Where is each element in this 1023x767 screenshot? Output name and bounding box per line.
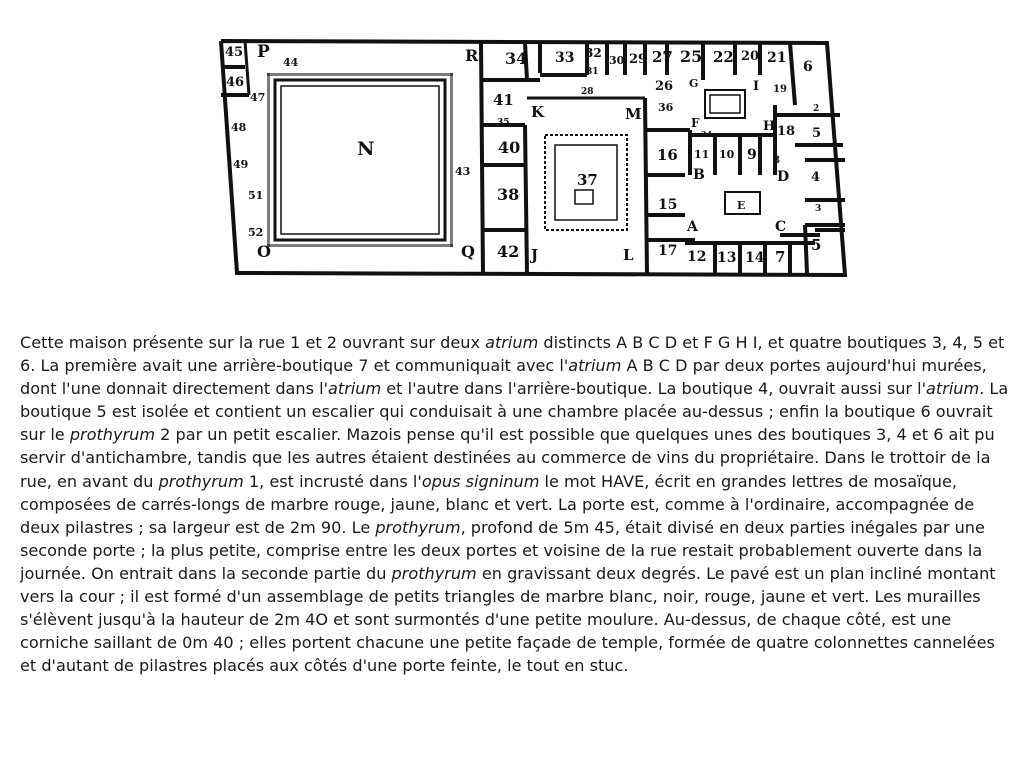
italic-term: opus signinum [421, 471, 540, 491]
plan-label: 11 [694, 148, 710, 161]
plan-label: 7 [775, 248, 786, 266]
text-run: et l'autre dans l'arrière-boutique. La boutique 4, ouvrait aussi sur l' [381, 379, 927, 399]
plan-label: 27 [652, 48, 673, 66]
plan-label: 49 [233, 158, 249, 171]
plan-label: Q [461, 242, 475, 261]
plan-label: K [531, 103, 545, 121]
plan-label: P [257, 42, 270, 62]
plan-label: 5 [812, 126, 822, 141]
plan-label: 40 [498, 138, 521, 157]
text-run: Cette maison présente sur la rue 1 et 2 ouvrant sur deux [20, 333, 486, 352]
plan-label: 52 [248, 226, 264, 239]
plan-label: I [753, 79, 760, 94]
plan-label: 41 [493, 91, 514, 109]
plan-label: H [763, 119, 776, 134]
plan-label: E [737, 199, 746, 212]
plan-label: B [693, 167, 705, 183]
plan-label: 38 [497, 185, 520, 204]
floor-plan [215, 35, 850, 280]
plan-label: 46 [226, 75, 245, 90]
plan-label: 19 [773, 84, 787, 95]
plan-label: 15 [658, 197, 678, 213]
plan-label: 26 [655, 79, 674, 94]
plan-label: C [775, 219, 787, 235]
plan-label: 18 [777, 124, 796, 139]
italic-term: atrium [485, 333, 539, 352]
text-run: le mot HAVE, écrit en grandes lettres de mosaïque, composées de carrés-longs de marbre rouge, jaune, blanc et vert. La porte est, comme à l'ordinaire, accompagnée de deux pilastres ; sa largeur est de 2m 90. Le [20, 471, 975, 537]
plan-label: 35 [497, 118, 510, 128]
courtyard-n [275, 80, 445, 240]
plan-label: 10 [719, 148, 735, 161]
plan-label: N [357, 138, 375, 160]
plan-label: 28 [581, 87, 594, 97]
text-run: 1, est incrusté dans l' [243, 471, 422, 491]
plan-label: 30 [609, 54, 625, 67]
plan-label: 14 [745, 250, 765, 266]
plan-label: 24 [701, 129, 713, 139]
plan-label: 34 [505, 49, 528, 68]
text-run: distincts A B C D et F G H I, et quatre boutiques 3, 4, 5 et 6. La première avait une arrière-boutique 7 et communiquait avec l' [20, 333, 1005, 376]
plan-label: 6 [803, 59, 813, 75]
italic-term: atrium [568, 356, 622, 376]
plan-label: D [777, 169, 790, 185]
plan-label: 25 [680, 47, 703, 66]
plan-label: R [465, 46, 479, 65]
italic-term: atrium [328, 379, 382, 399]
plan-label: O [257, 242, 271, 261]
italic-term: atrium [926, 379, 980, 399]
italic-term: prothyrum [69, 425, 156, 445]
plan-label: 9 [747, 147, 757, 163]
plan-label: 48 [231, 121, 247, 134]
italic-term: prothyrum [158, 471, 244, 491]
text-run: en gravissant deux degrés. Le pavé est un plan incliné montant vers la cour ; il est formé d'un assemblage de petits triangles de marbre blanc, noir, rouge, jaune et vert. Les murailles s'élèvent jusqu'à la hauteur de 2m 4O et sont surmontés d'une petite moulure. Au-dessus, de chaque côté, est une corniche saillant de 0m 40 ; elles portent chacune une petite façade de temple, formée de quatre colonnettes cannelées et d'autant de pilastres placés aux côtés d'une porte feinte, le tout en stuc. [20, 563, 996, 676]
text-run: , profond de 5m 45, était divisé en deux parties inégales par une seconde porte ; la plus petite, comprise entre les deux portes et voisine de la rue restait probablement ouverte dans la journée. On entrait dans la seconde partie du [20, 517, 985, 583]
plan-label: 36 [658, 101, 674, 114]
plan-label: 51 [248, 189, 264, 202]
plan-label: 3 [815, 204, 822, 214]
plan-label: 44 [283, 56, 299, 69]
plan-label: L [623, 246, 634, 264]
plan-label: 31 [586, 67, 599, 77]
plan-label: 29 [629, 52, 648, 67]
plan-label: 45 [225, 45, 244, 60]
plan-label: M [625, 105, 642, 123]
plan-label: 32 [585, 46, 602, 60]
plan-label: J [531, 246, 539, 264]
plan-label: 16 [657, 146, 678, 164]
plan-label: 20 [741, 49, 760, 64]
italic-term: prothyrum [391, 563, 477, 583]
plan-label: 37 [577, 171, 598, 189]
italic-term: prothyrum [375, 517, 461, 537]
plan-label: 13 [717, 250, 737, 266]
plan-label: 21 [767, 50, 787, 66]
plan-label: 22 [713, 48, 734, 66]
description-paragraph [20, 331, 1010, 677]
text-run: 2 par un petit escalier. Mazois pense qu'il est possible que quelques unes des boutiques 3, 4 et 6 ait pu servir d'antichambre, tandis que les autres étaient destinées au commerce de vins du propriétaire. Dans le trottoir de la rue, en avant du [20, 425, 995, 491]
plan-label: 2 [813, 104, 820, 114]
plan-label: 43 [455, 165, 471, 178]
plan-label: 47 [250, 91, 266, 104]
plan-label: 8 [773, 155, 780, 166]
plan-label: 4 [811, 170, 821, 185]
text-run: . La boutique 5 est isolée et contient un escalier qui conduisait à une chambre placée au-dessus ; enfin la boutique 6 ouvrait sur le [20, 379, 1009, 445]
plan-label: F [691, 116, 700, 130]
text-run: A B C D par deux portes aujourd'hui murées, dont l'une donnait directement dans l' [20, 356, 987, 399]
plan-label: A [687, 219, 698, 235]
plan-label: 33 [555, 50, 575, 66]
plan-label: 5 [811, 236, 822, 254]
plan-label: 12 [687, 249, 707, 265]
plan-label: 17 [658, 243, 678, 259]
plan-label: G [689, 77, 699, 90]
plan-label: 42 [497, 242, 520, 261]
